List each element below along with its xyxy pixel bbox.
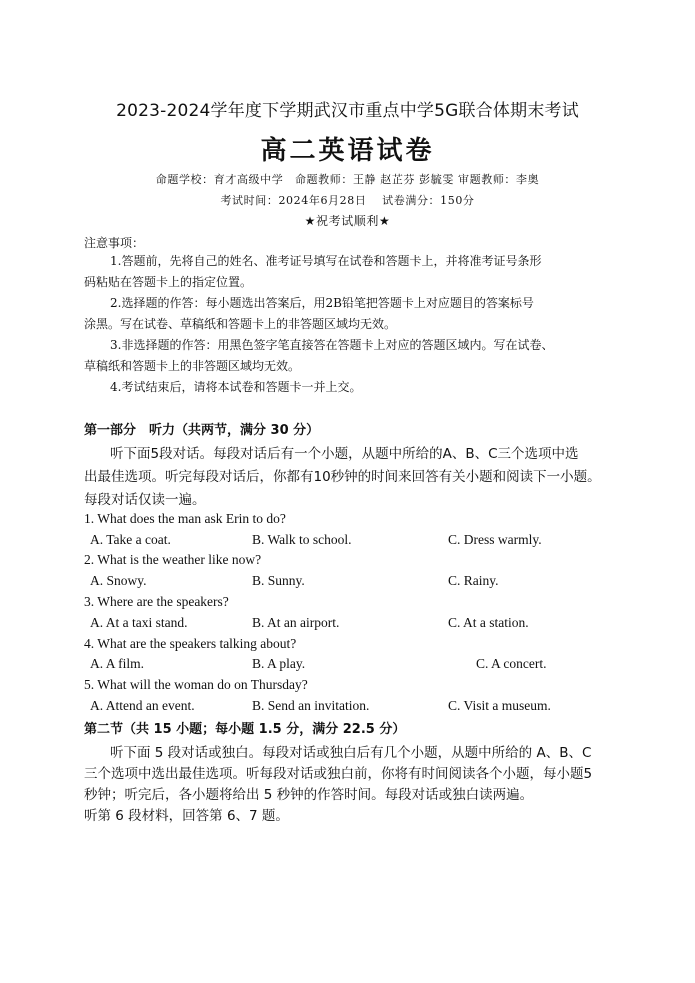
question-1-stem: 1. What does the man ask Erin to do? [84,511,286,526]
question-5-stem: 5. What will the woman do on Thursday? [84,677,308,692]
note-item-2-line-1: 2.选择题的作答：每小题选出答案后，用2B铅笔把答题卡上对应题目的答案标号 [110,296,534,310]
question-2-option-c: C. Rainy. [448,573,499,588]
question-2-option-a: A. Snowy. [90,573,147,588]
section-2-intro-line-3: 秒钟；听完后，各小题将给出 5 秒钟的作答时间。每段对话或独白读两遍。 [84,787,534,803]
section-2-heading: 第二节（共 15 小题；每小题 1.5 分，满分 22.5 分） [84,722,406,737]
question-1-option-b: B. Walk to school. [252,532,352,547]
note-item-4: 4.考试结束后，请将本试卷和答题卡一并上交。 [110,380,362,394]
exam-authors: 命题学校：育才高级中学 命题教师：王静 赵芷芬 彭毓雯 审题教师：李奥 [155,173,540,186]
question-4-stem: 4. What are the speakers talking about? [84,636,297,651]
part-1-heading: 第一部分 听力（共两节，满分 30 分） [84,423,320,438]
question-3-stem: 3. Where are the speakers? [84,594,229,609]
question-4-option-a: A. A film. [90,656,145,671]
note-item-2-line-2: 涂黑。写在试卷、草稿纸和答题卡上的非答题区域均无效。 [84,317,397,331]
question-2-stem: 2. What is the weather like now? [84,552,262,567]
question-5-option-b: B. Send an invitation. [252,698,370,713]
question-1-option-a: A. Take a coat. [90,532,171,547]
note-item-1-line-1: 1.答题前，先将自己的姓名、准考证号填写在试卷和答题卡上，并将准考证号条形 [110,254,542,268]
question-4-option-b: B. A play. [252,656,306,671]
question-1-option-c: C. Dress warmly. [448,532,542,547]
section-2-instruction: 听第 6 段材料，回答第 6、7 题。 [84,808,289,824]
section-2-intro-line-2: 三个选项中选出最佳选项。听每段对话或独白前，你将有时间阅读各个小题，每小题5 [84,766,593,782]
part-1-intro-line-3: 每段对话仅读一遍。 [84,492,206,508]
note-item-3-line-2: 草稿纸和答题卡上的非答题区域均无效。 [84,359,301,373]
question-3-option-a: A. At a taxi stand. [90,615,188,630]
question-3-option-c: C. At a station. [448,615,529,630]
notes-heading: 注意事项： [84,236,145,250]
exam-wish: ★祝考试顺利★ [304,214,391,228]
question-4-option-c: C. A concert. [476,656,547,671]
question-5-option-a: A. Attend an event. [90,698,195,713]
note-item-1-line-2: 码粘贴在答题卡上的指定位置。 [84,275,253,289]
question-3-option-b: B. At an airport. [252,615,340,630]
exam-title: 2023-2024学年度下学期武汉市重点中学5G联合体期末考试 [116,101,579,121]
part-1-intro-line-1: 听下面5段对话。每段对话后有一个小题，从题中所给的A、B、C三个选项中选 [110,446,579,462]
question-5-option-c: C. Visit a museum. [448,698,551,713]
part-1-intro-line-2: 出最佳选项。听完每段对话后，你都有10秒钟的时间来回答有关小题和阅读下一小题。 [84,469,601,485]
question-2-option-b: B. Sunny. [252,573,305,588]
section-2-intro-line-1: 听下面 5 段对话或独白。每段对话或独白后有几个小题，从题中所给的 A、B、C [110,745,592,761]
note-item-3-line-1: 3.非选择题的作答：用黑色签字笔直接答在答题卡上对应的答题区域内。写在试卷、 [110,338,554,352]
exam-time-score: 考试时间：2024年6月28日 试卷满分：150分 [220,194,475,207]
exam-subject-title: 高二英语试卷 [260,136,435,166]
